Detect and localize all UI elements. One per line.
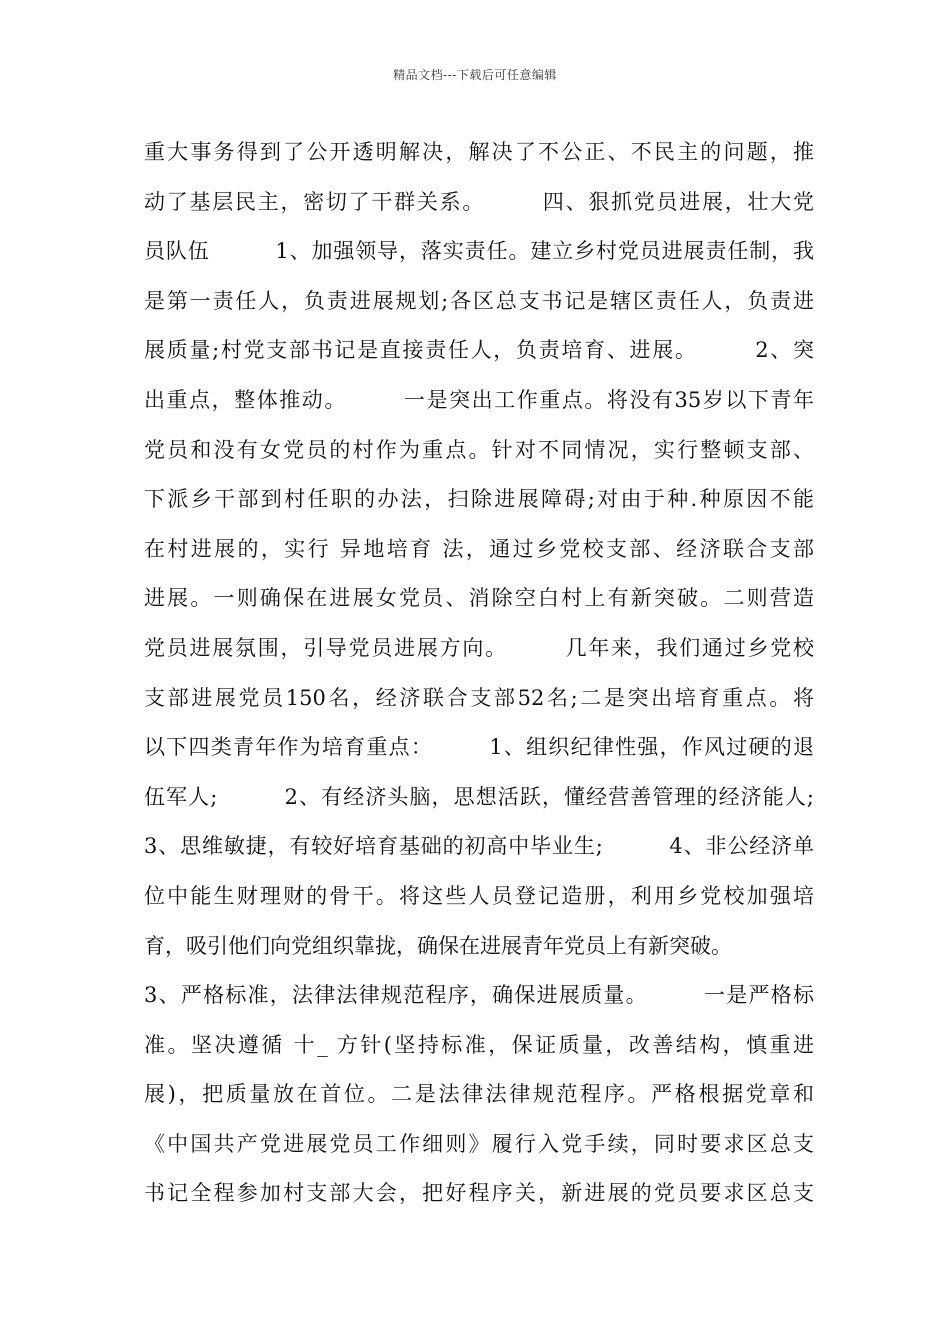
page-header: 精品文档---下载后可任意编辑 xyxy=(393,68,557,82)
text-line: 党员和没有女党员的村作为重点。针对不同情况，实行整顿支部、 xyxy=(144,437,814,462)
text-line: 员队伍 1、加强领导，落实责任。建立乡村党员进展责任制，我 xyxy=(144,239,814,264)
text-line: 展)，把质量放在首位。二是法律法律规范程序。严格根据党章和 xyxy=(144,1082,814,1107)
text-line: 3、严格标准，法律法律规范程序，确保进展质量。 一是严格标 xyxy=(144,983,814,1008)
text-line: 准。坚决遵循 十_ 方针(坚持标准，保证质量，改善结构，慎重进 xyxy=(144,1032,814,1057)
text-line: 是第一责任人，负责进展规划;各区总支书记是辖区责任人，负责进 xyxy=(144,288,814,313)
body-text xyxy=(144,128,814,1219)
text-line: 重大事务得到了公开透明解决，解决了不公正、不民主的问题，推 xyxy=(144,140,814,164)
text-line: 下派乡干部到村任职的办法，扫除进展障碍;对由于种.种原因不能 xyxy=(144,487,814,512)
text-line: 书记全程参加村支部大会，把好程序关，新进展的党员要求区总支 xyxy=(144,1181,814,1206)
text-line: 党员进展氛围，引导党员进展方向。 几年来，我们通过乡党校 xyxy=(144,635,814,660)
text-line: 伍军人; 2、有经济头脑，思想活跃，懂经营善管理的经济能人; xyxy=(144,784,814,809)
text-line: 展质量;村党支部书记是直接责任人，负责培育、进展。 2、突 xyxy=(144,338,814,363)
text-line: 进展。一则确保在进展女党员、消除空白村上有新突破。二则营造 xyxy=(144,586,814,611)
text-line: 动了基层民主，密切了干群关系。 四、狠抓党员进展，壮大党 xyxy=(144,189,814,214)
text-line: 以下四类青年作为培育重点： 1、组织纪律性强，作风过硬的退 xyxy=(144,735,814,760)
text-line: 育，吸引他们向党组织靠拢，确保在进展青年党员上有新突破。 xyxy=(144,933,732,958)
text-line: 在村进展的，实行 异地培育 法，通过乡党校支部、经济联合支部 xyxy=(144,536,814,561)
text-line: 位中能生财理财的骨干。将这些人员登记造册，利用乡党校加强培 xyxy=(144,883,814,908)
text-line: 出重点，整体推动。 一是突出工作重点。将没有35岁以下青年 xyxy=(144,387,814,412)
text-line: 《中国共产党进展党员工作细则》履行入党手续，同时要求区总支 xyxy=(144,1131,814,1156)
text-line: 3、思维敏捷，有较好培育基础的初高中毕业生; 4、非公经济单 xyxy=(144,834,814,859)
text-line: 支部进展党员150名，经济联合支部52名;二是突出培育重点。将 xyxy=(144,685,814,710)
